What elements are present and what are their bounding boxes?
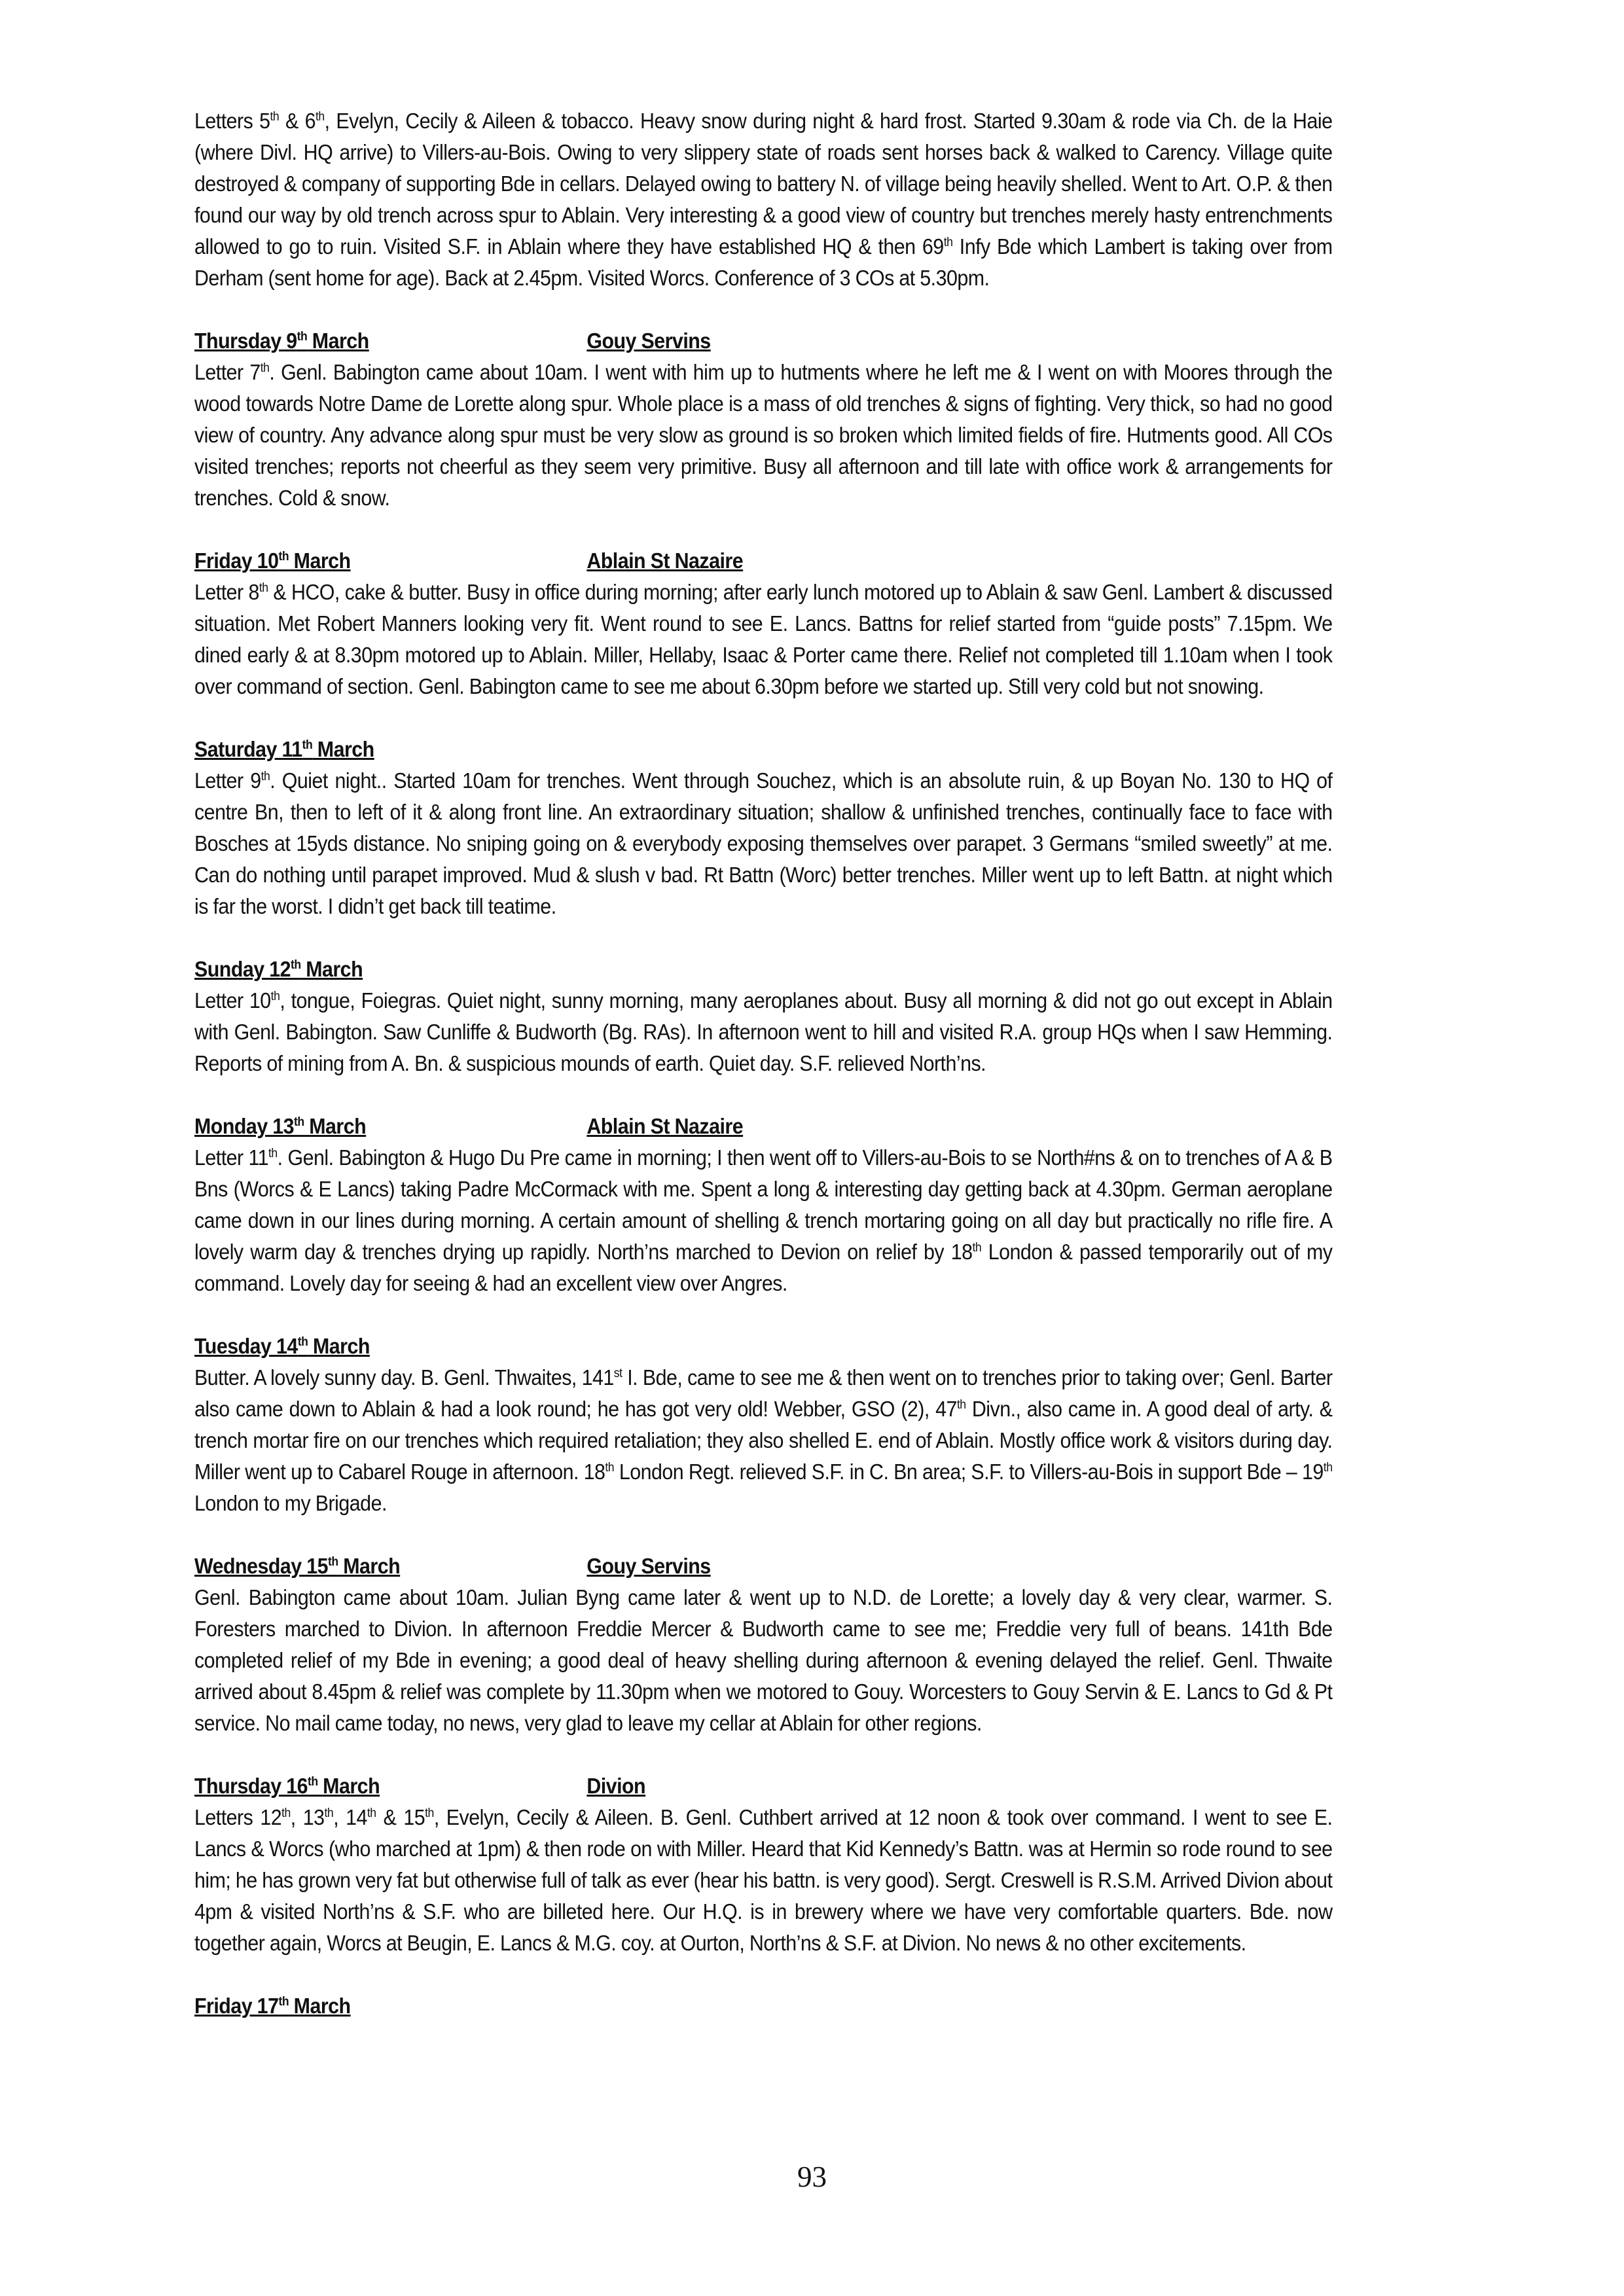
diary-entry: [194, 1551, 1333, 1740]
entry-date: Tuesday 14th March: [194, 1335, 370, 1359]
entry-date: Wednesday 15th March: [194, 1554, 401, 1579]
entry-header: [194, 954, 1333, 986]
entry-header: [194, 546, 1333, 577]
diary-entry: [194, 1111, 1333, 1300]
entry-date: Monday 13th March: [194, 1115, 367, 1139]
entry-header: [194, 1111, 1333, 1143]
diary-entry: [194, 1991, 1333, 2022]
entry-header: [194, 734, 1333, 766]
entry-location: Gouy Servins: [586, 329, 711, 353]
entry-date: Thursday 16th March: [194, 1774, 380, 1799]
entry-header: [194, 1771, 1333, 1803]
entry-location: Divion: [586, 1774, 646, 1799]
entry-text: Letters 12th, 13th, 14th & 15th, Evelyn, Cecily & Aileen. B. Genl. Cuthbert arrived at 12 noon & took over command. I went to see E. Lancs & Worcs (who marched at 1pm) & then rode on with Miller. Heard that Kid Kennedy’s Battn. was at Hermin so rode round to see him; he has grown very fat but otherwise full of talk as ever (hear his battn. is very good). Sergt. Creswell is R.S.M. Arrived Divion about 4pm & visited North’ns & S.F. who are billeted here. Our H.Q. is in brewery where we have very comfortable quarters. Bde. now together again, Worcs at Beugin, E. Lancs & M.G. coy. at Ourton, North’ns & S.F. at Divion. No news & no other excitements.: [194, 1806, 1333, 1956]
entry-header: [194, 1331, 1333, 1363]
entry-location: Ablain St Nazaire: [586, 1115, 744, 1139]
entry-date: Friday 17th March: [194, 1994, 351, 2018]
diary-entry: [194, 326, 1333, 514]
diary-entry: [194, 734, 1333, 923]
entry-text: Butter. A lovely sunny day. B. Genl. Thwaites, 141st I. Bde, came to see me & then went on to trenches prior to taking over; Genl. Barter also came down to Ablain & had a look round; he has got very old! Webber, GSO (2), 47th Divn., also came in. A good deal of arty. & trench mortar fire on our trenches which required retaliation; they also shelled E. end of Ablain. Mostly office work & visitors during day. Miller went up to Cabarel Rouge in afternoon. 18th London Regt. relieved S.F. in C. Bn area; S.F. to Villers-au-Bois in support Bde – 19th London to my Brigade.: [194, 1366, 1333, 1516]
entry-text: Letter 8th & HCO, cake & butter. Busy in office during morning; after early lunch motored up to Ablain & saw Genl. Lambert & discussed situation. Met Robert Manners looking very fit. Went round to see E. Lancs. Battns for relief started from “guide posts” 7.15pm. We dined early & at 8.30pm motored up to Ablain. Miller, Hellaby, Isaac & Porter came there. Relief not completed till 1.10am when I took over command of section. Genl. Babington came to see me about 6.30pm before we started up. Still very cold but not snowing.: [194, 581, 1333, 699]
diary-entry: [194, 954, 1333, 1080]
entry-text: Letter 9th. Quiet night.. Started 10am for trenches. Went through Souchez, which is an absolute ruin, & up Boyan No. 130 to HQ of centre Bn, then to left of it & along front line. An extraordinary situation; shallow & unfinished trenches, continually face to face with Bosches at 15yds distance. No sniping going on & everybody exposing themselves over parapet. 3 Germans “smiled sweetly” at me. Can do nothing until parapet improved. Mud & slush v bad. Rt Battn (Worc) better trenches. Miller went up to left Battn. at night which is far the worst. I didn’t get back till teatime.: [194, 769, 1333, 919]
entry-text: Letter 11th. Genl. Babington & Hugo Du Pre came in morning; I then went off to Villers-au-Bois to se North#ns & on to trenches of A & B Bns (Worcs & E Lancs) taking Padre McCormack with me. Spent a long & interesting day getting back at 4.30pm. German aeroplane came down in our lines during morning. A certain amount of shelling & trench mortaring going on all day but practically no rifle fire. A lovely warm day & trenches drying up rapidly. North’ns marched to Devion on relief by 18th London & passed temporarily out of my command. Lovely day for seeing & had an excellent view over Angres.: [194, 1146, 1333, 1296]
entry-text: Genl. Babington came about 10am. Julian Byng came later & went up to N.D. de Lorette; a lovely day & very clear, warmer. S. Foresters marched to Divion. In afternoon Freddie Mercer & Budworth came to see me; Freddie very full of beans. 141th Bde completed relief of my Bde in evening; a good deal of heavy shelling during afternoon & evening delayed the relief. Genl. Thwaite arrived about 8.45pm & relief was complete by 11.30pm when we motored to Gouy. Worcesters to Gouy Servin & E. Lancs to Gd & Pt service. No mail came today, no news, very glad to leave my cellar at Ablain for other regions.: [194, 1586, 1333, 1736]
diary-entries: [194, 326, 1333, 2022]
entry-date: Thursday 9th March: [194, 329, 369, 353]
entry-text: Letters 5th & 6th, Evelyn, Cecily & Aileen & tobacco. Heavy snow during night & hard frost. Started 9.30am & rode via Ch. de la Haie (where Divl. HQ arrive) to Villers-au-Bois. Owing to very slippery state of roads sent horses back & walked to Carency. Village quite destroyed & company of supporting Bde in cellars. Delayed owing to battery N. of village being heavily shelled. Went to Art. O.P. & then found our way by old trench across spur to Ablain. Very interesting & a good view of country but trenches merely hasty entrenchments allowed to go to ruin. Visited S.F. in Ablain where they have established HQ & then 69th Infy Bde which Lambert is taking over from Derham (sent home for age). Back at 2.45pm. Visited Worcs. Conference of 3 COs at 5.30pm.: [194, 109, 1333, 291]
entry-header: [194, 1551, 1333, 1583]
diary-entry: [194, 1331, 1333, 1520]
page-number: 93: [797, 2161, 827, 2193]
entry-text: Letter 7th. Genl. Babington came about 10am. I went with him up to hutments where he left me & I went on with Moores through the wood towards Notre Dame de Lorette along spur. Whole place is a mass of old trenches & signs of fighting. Very thick, so had no good view of country. Any advance along spur must be very slow as ground is so broken which limited fields of fire. Hutments good. All COs visited trenches; reports not cheerful as they seem very primitive. Busy all afternoon and till late with office work & arrangements for trenches. Cold & snow.: [194, 361, 1333, 511]
entry-location: Ablain St Nazaire: [586, 549, 744, 573]
entry-header: [194, 1991, 1333, 2022]
diary-page: [194, 106, 1333, 2054]
entry-header: [194, 326, 1333, 357]
diary-entry-continuation: [194, 106, 1333, 295]
entry-location: Gouy Servins: [586, 1554, 711, 1579]
entry-text: Letter 10th, tongue, Foiegras. Quiet night, sunny morning, many aeroplanes about. Busy all morning & did not go out except in Ablain with Genl. Babington. Saw Cunliffe & Budworth (Bg. RAs). In afternoon went to hill and visited R.A. group HQs when I saw Hemming. Reports of mining from A. Bn. & suspicious mounds of earth. Quiet day. S.F. relieved North’ns.: [194, 989, 1333, 1076]
diary-entry: [194, 546, 1333, 703]
entry-date: Sunday 12th March: [194, 958, 363, 982]
entry-date: Saturday 11th March: [194, 738, 374, 762]
diary-entry: [194, 1771, 1333, 1960]
entry-date: Friday 10th March: [194, 549, 351, 573]
